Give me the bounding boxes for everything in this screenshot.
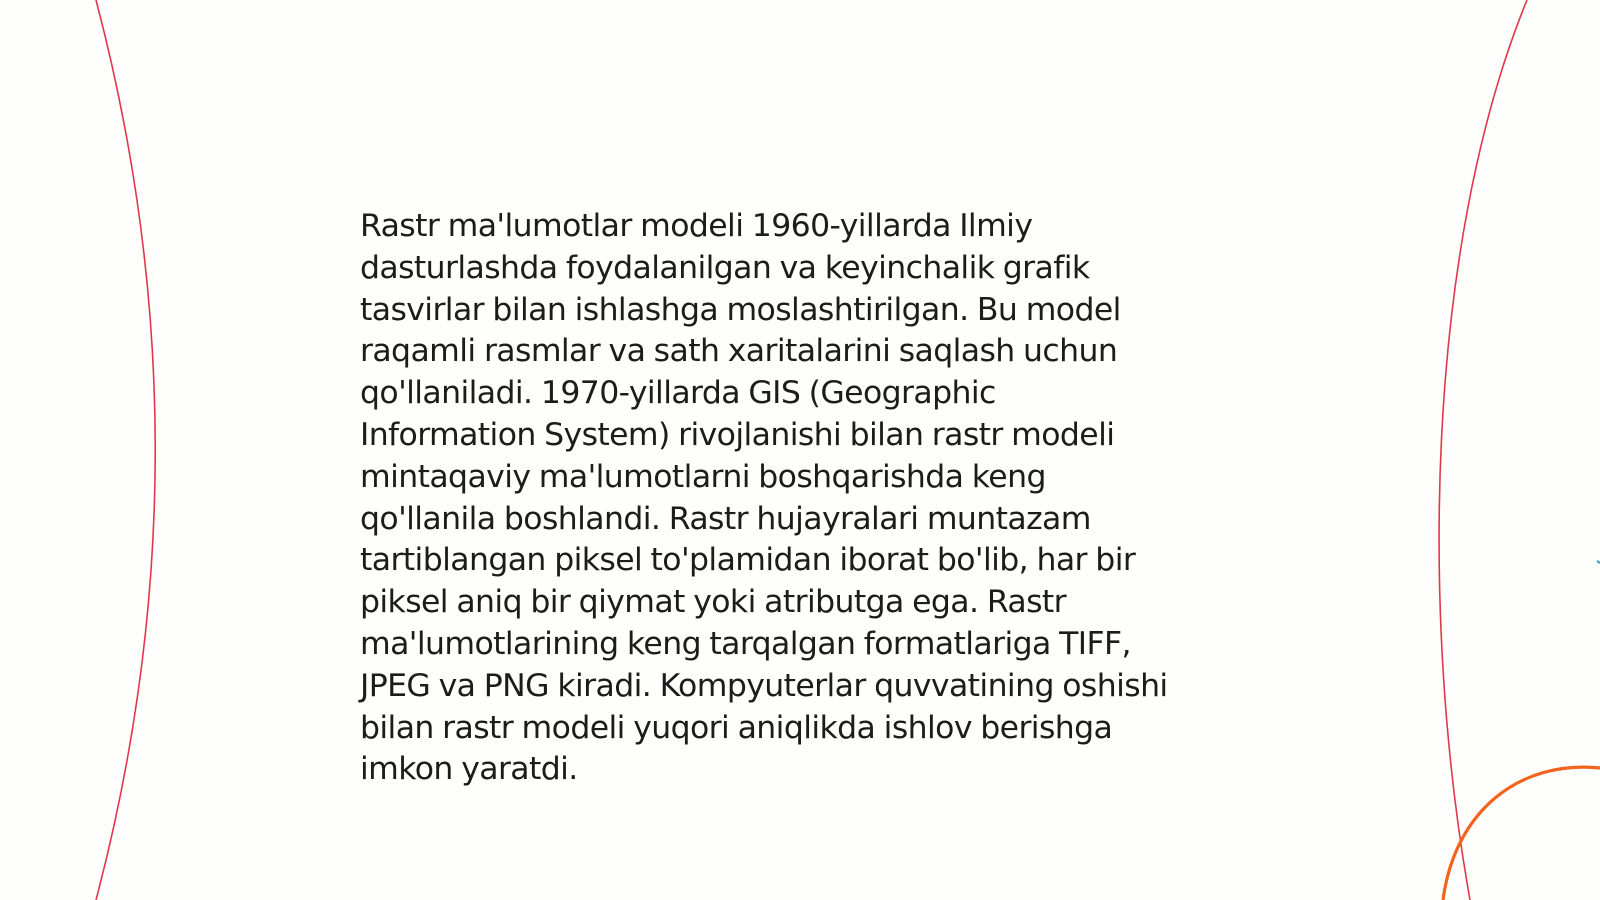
body-line: ma'lumotlarining keng tarqalgan formatlariga TIFF, xyxy=(360,625,1131,662)
right-red-curve xyxy=(1439,0,1527,900)
body-line: JPEG va PNG kiradi. Kompyuterlar quvvatining oshishi xyxy=(360,667,1168,704)
body-line: tasvirlar bilan ishlashga moslashtirilgan. Bu model xyxy=(360,291,1121,328)
body-line: qo'llaniladi. 1970-yillarda GIS (Geographic xyxy=(360,375,996,412)
body-line: raqamli rasmlar va sath xaritalarini saqlash uchun xyxy=(360,333,1118,370)
body-line: dasturlashda foydalanilgan va keyinchalik grafik xyxy=(360,249,1090,286)
body-line: imkon yaratdi. xyxy=(360,751,578,788)
body-line: tartiblangan piksel to'plamidan iborat bo'lib, har bir xyxy=(360,542,1136,579)
body-line: piksel aniq bir qiymat yoki atributga ega. Rastr xyxy=(360,584,1067,621)
body-line: mintaqaviy ma'lumotlarni boshqarishda keng xyxy=(360,458,1046,495)
left-red-curve xyxy=(96,0,155,900)
body-text xyxy=(360,206,1240,791)
body-line: qo'llanila boshlandi. Rastr hujayralari muntazam xyxy=(360,500,1091,537)
body-line: bilan rastr modeli yuqori aniqlikda ishlov berishga xyxy=(360,709,1113,746)
body-line: Rastr ma'lumotlar modeli 1960-yillarda Ilmiy xyxy=(360,208,1033,244)
body-line: Information System) rivojlanishi bilan rastr modeli xyxy=(360,416,1115,453)
